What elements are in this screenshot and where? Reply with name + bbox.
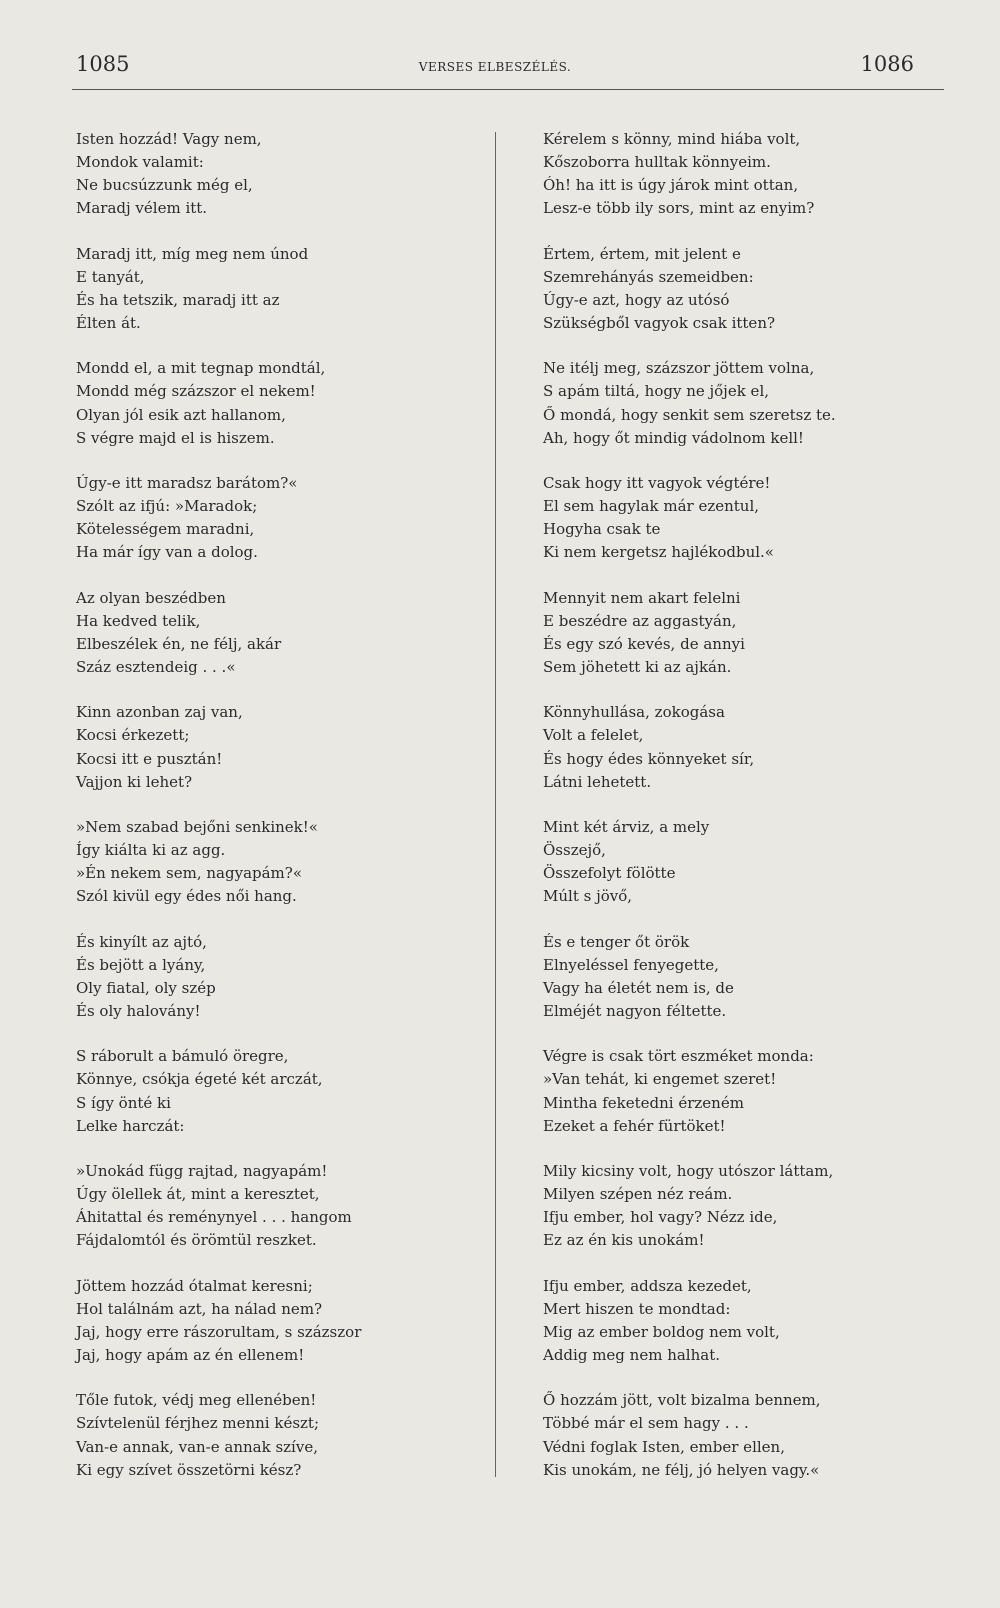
poem-line: Összejő, <box>543 841 606 860</box>
poem-line: Vajjon ki lehet? <box>76 772 193 791</box>
poem-line: »Van tehát, ki engemet szeret! <box>543 1070 777 1089</box>
poem-line: Áhitattal és reménynyel . . . hangom <box>76 1208 352 1227</box>
poem-line: E tanyát, <box>76 267 145 286</box>
poem-line: Élten át. <box>76 313 141 332</box>
right-column <box>543 128 953 1504</box>
poem-line: Szívtelenül férjhez menni készt; <box>76 1414 320 1433</box>
poem-line: Értem, értem, mit jelent e <box>543 244 741 263</box>
stanza <box>76 472 486 564</box>
poem-line: Ő hozzám jött, volt bizalma bennem, <box>543 1391 821 1410</box>
poem-line: Addig meg nem halhat. <box>543 1346 721 1364</box>
poem-line: Jaj, hogy erre rászorultam, s százszor <box>76 1322 362 1341</box>
stanza <box>76 1045 486 1137</box>
poem-line: Lesz-e több ily sors, mint az enyim? <box>543 199 815 218</box>
poem-line: Ezeket a fehér fürtöket! <box>543 1116 726 1135</box>
poem-line: Oly fiatal, oly szép <box>76 978 216 997</box>
poem-line: Látni lehetett. <box>543 772 652 791</box>
poem-line: Ifju ember, addsza kezedet, <box>543 1276 752 1295</box>
page-header <box>76 52 914 86</box>
stanza <box>76 128 486 220</box>
poem-line: És oly halovány! <box>76 1001 201 1020</box>
poem-line: Szól kivül egy édes női hang. <box>76 887 297 906</box>
header-rule <box>72 89 944 90</box>
poem-line: Végre is csak tört eszméket monda: <box>543 1047 814 1066</box>
poem-line: Könnyhullása, zokogása <box>543 703 725 722</box>
stanza <box>543 472 953 564</box>
column-divider <box>495 132 496 1477</box>
poem-line: Kinn azonban zaj van, <box>76 703 243 722</box>
stanza <box>543 587 953 679</box>
poem-line: Kocsi itt e pusztán! <box>76 749 223 768</box>
stanza <box>76 816 486 908</box>
poem-line: »Unokád függ rajtad, nagyapám! <box>76 1162 328 1181</box>
poem-line: Szükségből vagyok csak itten? <box>543 313 776 332</box>
poem-line: Ha már így van a dolog. <box>76 543 258 562</box>
poem-line: Elméjét nagyon féltette. <box>543 1001 727 1020</box>
poem-line: És egy szó kevés, de annyi <box>543 634 745 653</box>
stanza <box>543 1389 953 1481</box>
poem-line: Az olyan beszédben <box>76 588 226 607</box>
poem-line: És hogy édes könnyeket sír, <box>543 749 755 768</box>
stanza <box>76 243 486 335</box>
poem-line: Ki egy szívet összetörni kész? <box>76 1460 302 1479</box>
poem-line: Úgy-e itt maradsz barátom?« <box>76 474 298 493</box>
poem-line: S ráborult a bámuló öregre, <box>76 1047 289 1066</box>
stanza <box>76 587 486 679</box>
poem-line: E beszédre az aggastyán, <box>543 611 737 630</box>
poem-line: Mennyit nem akart felelni <box>543 588 741 607</box>
stanza <box>76 1389 486 1481</box>
poem-line: S így önté ki <box>76 1093 171 1112</box>
poem-line: Ne itélj meg, százszor jöttem volna, <box>543 359 815 378</box>
poem-line: Elnyeléssel fenyegette, <box>543 955 719 974</box>
poem-line: Óh! ha itt is úgy járok mint ottan, <box>543 176 799 195</box>
poem-line: Múlt s jövő, <box>543 887 633 906</box>
poem-line: Összefolyt fölötte <box>543 864 676 883</box>
poem-line: Úgy ölellek át, mint a keresztet, <box>76 1185 320 1204</box>
poem-line: Van-e annak, van-e annak szíve, <box>76 1437 318 1456</box>
stanza <box>543 243 953 335</box>
poem-line: Szólt az ifjú: »Maradok; <box>76 497 258 516</box>
poem-line: Elbeszélek én, ne félj, akár <box>76 634 282 653</box>
poem-line: Mert hiszen te mondtad: <box>543 1299 731 1318</box>
poem-line: Kérelem s könny, mind hiába volt, <box>543 130 801 148</box>
stanza <box>543 1160 953 1252</box>
poem-line: Kis unokám, ne félj, jó helyen vagy.« <box>543 1460 820 1479</box>
poem-line: Ah, hogy őt mindig vádolnom kell! <box>543 428 804 447</box>
poem-line: Szemrehányás szemeidben: <box>543 267 754 286</box>
poem-line: Kötelességem maradni, <box>76 520 255 539</box>
running-title: VERSES ELBESZÉLÉS. <box>418 60 572 74</box>
poem-line: És ha tetszik, maradj itt az <box>76 290 280 309</box>
poem-line: Így kiálta ki az agg. <box>76 841 226 860</box>
poem-line: Ez az én kis unokám! <box>543 1231 705 1250</box>
poem-line: Jaj, hogy apám az én ellenem! <box>76 1346 305 1364</box>
poem-line: És e tenger őt örök <box>543 932 690 951</box>
poem-line: Mondd el, a mit tegnap mondtál, <box>76 359 326 378</box>
stanza <box>76 1160 486 1252</box>
poem-line: És bejött a lyány, <box>76 955 206 974</box>
stanza <box>543 816 953 908</box>
stanza <box>543 701 953 793</box>
stanza <box>543 128 953 220</box>
poem-line: S apám tiltá, hogy ne jőjek el, <box>543 382 770 401</box>
poem-line: Mintha feketedni érzeném <box>543 1093 744 1112</box>
stanza <box>543 1045 953 1137</box>
stanza <box>76 701 486 793</box>
poem-line: Milyen szépen néz reám. <box>543 1185 733 1204</box>
poem-line: Fájdalomtól és örömtül reszket. <box>76 1231 317 1250</box>
stanza <box>76 931 486 1023</box>
poem-line: Mondok valamit: <box>76 153 204 172</box>
poem-line: Lelke harczát: <box>76 1116 185 1135</box>
poem-line: El sem hagylak már ezentul, <box>543 497 760 516</box>
poem-line: És kinyílt az ajtó, <box>76 932 207 951</box>
poem-line: Mig az ember boldog nem volt, <box>543 1322 780 1341</box>
poem-line: Ifju ember, hol vagy? Nézz ide, <box>543 1208 778 1227</box>
poem-line: Hogyha csak te <box>543 520 661 539</box>
poem-line: Csak hogy itt vagyok végtére! <box>543 474 771 493</box>
poem-line: Mint két árviz, a mely <box>543 818 710 837</box>
stanza <box>543 931 953 1023</box>
poem-line: Mily kicsiny volt, hogy utószor láttam, <box>543 1162 834 1181</box>
stanza <box>76 357 486 449</box>
poem-line: »Nem szabad bejőni senkinek!« <box>76 818 318 837</box>
poem-line: Többé már el sem hagy . . . <box>543 1414 749 1433</box>
poem-line: Maradj itt, míg meg nem únod <box>76 244 309 263</box>
poem-line: Mondd még százszor el nekem! <box>76 382 316 401</box>
poem-line: Száz esztendeig . . .« <box>76 657 236 676</box>
poem-line: Vagy ha életét nem is, de <box>543 978 734 997</box>
poem-line: Védni foglak Isten, ember ellen, <box>543 1437 785 1456</box>
poem-line: Hol találnám azt, ha nálad nem? <box>76 1299 323 1318</box>
poem-line: Könnye, csókja égeté két arczát, <box>76 1070 323 1089</box>
poem-line: Volt a felelet, <box>543 726 644 745</box>
poem-line: Olyan jól esik azt hallanom, <box>76 405 286 424</box>
left-page-number: 1085 <box>76 52 130 76</box>
poem-line: Maradj vélem itt. <box>76 199 208 218</box>
poem-line: Ki nem kergetsz hajlékodbul.« <box>543 543 774 562</box>
poem-line: Ha kedved telik, <box>76 611 201 630</box>
left-column <box>76 128 486 1504</box>
right-page-number: 1086 <box>860 52 914 76</box>
poem-line: Ne bucsúzzunk még el, <box>76 176 253 195</box>
stanza <box>543 357 953 449</box>
stanza <box>76 1275 486 1367</box>
poem-line: »Én nekem sem, nagyapám?« <box>76 864 302 883</box>
stanza <box>543 1275 953 1367</box>
poem-line: Tőle futok, védj meg ellenében! <box>76 1391 317 1410</box>
poem-line: Kőszoborra hulltak könnyeim. <box>543 153 771 172</box>
poem-line: Jöttem hozzád ótalmat keresni; <box>76 1276 313 1295</box>
poem-line: Úgy-e azt, hogy az utósó <box>543 290 730 309</box>
poem-line: Sem jöhetett ki az ajkán. <box>543 657 732 676</box>
poem-line: Isten hozzád! Vagy nem, <box>76 130 262 148</box>
poem-line: Kocsi érkezett; <box>76 726 190 745</box>
poem-line: S végre majd el is hiszem. <box>76 428 275 447</box>
poem-line: Ő mondá, hogy senkit sem szeretsz te. <box>543 405 836 424</box>
